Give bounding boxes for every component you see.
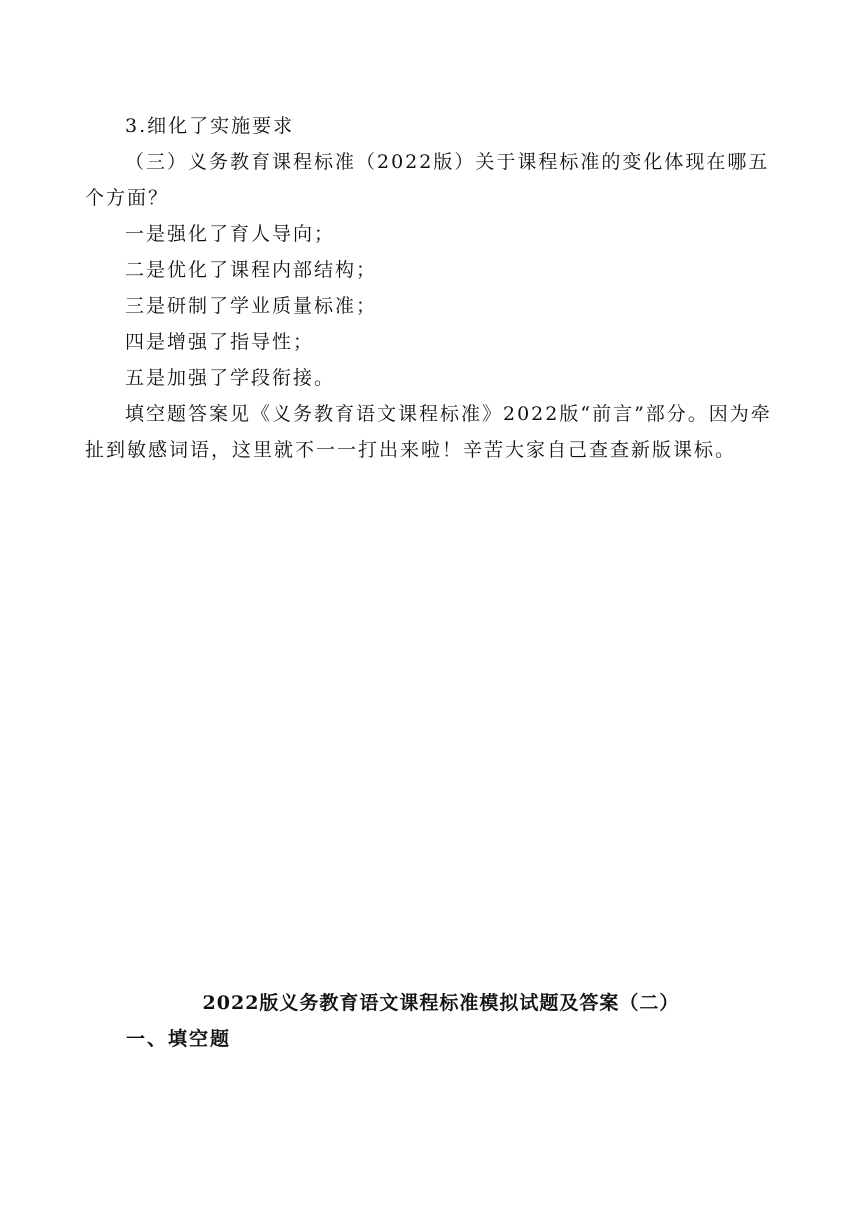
question-3-text: （三）义务教育课程标准（2022版）关于课程标准的变化体现在哪五个方面？: [85, 151, 770, 209]
answer-3: 三是研制了学业质量标准；: [125, 295, 378, 317]
section-title: 2022版义务教育语文课程标准模拟试题及答案（二）: [202, 992, 680, 1014]
answer-5: 五是加强了学段衔接。: [125, 367, 336, 389]
note-paragraph: 填空题答案见《义务教育语文课程标准》2022版“前言”部分。因为牵扯到敏感词语，这里就不一一打出来啦！辛苦大家自己查查新版课标。: [85, 403, 772, 461]
item-3-text: 3.细化了实施要求: [125, 115, 295, 137]
answer-2: 二是优化了课程内部结构；: [125, 259, 378, 281]
answer-1: 一是强化了育人导向；: [125, 223, 336, 245]
section-heading: 一、填空题: [126, 1028, 232, 1050]
answer-4: 四是增强了指导性；: [125, 331, 315, 353]
